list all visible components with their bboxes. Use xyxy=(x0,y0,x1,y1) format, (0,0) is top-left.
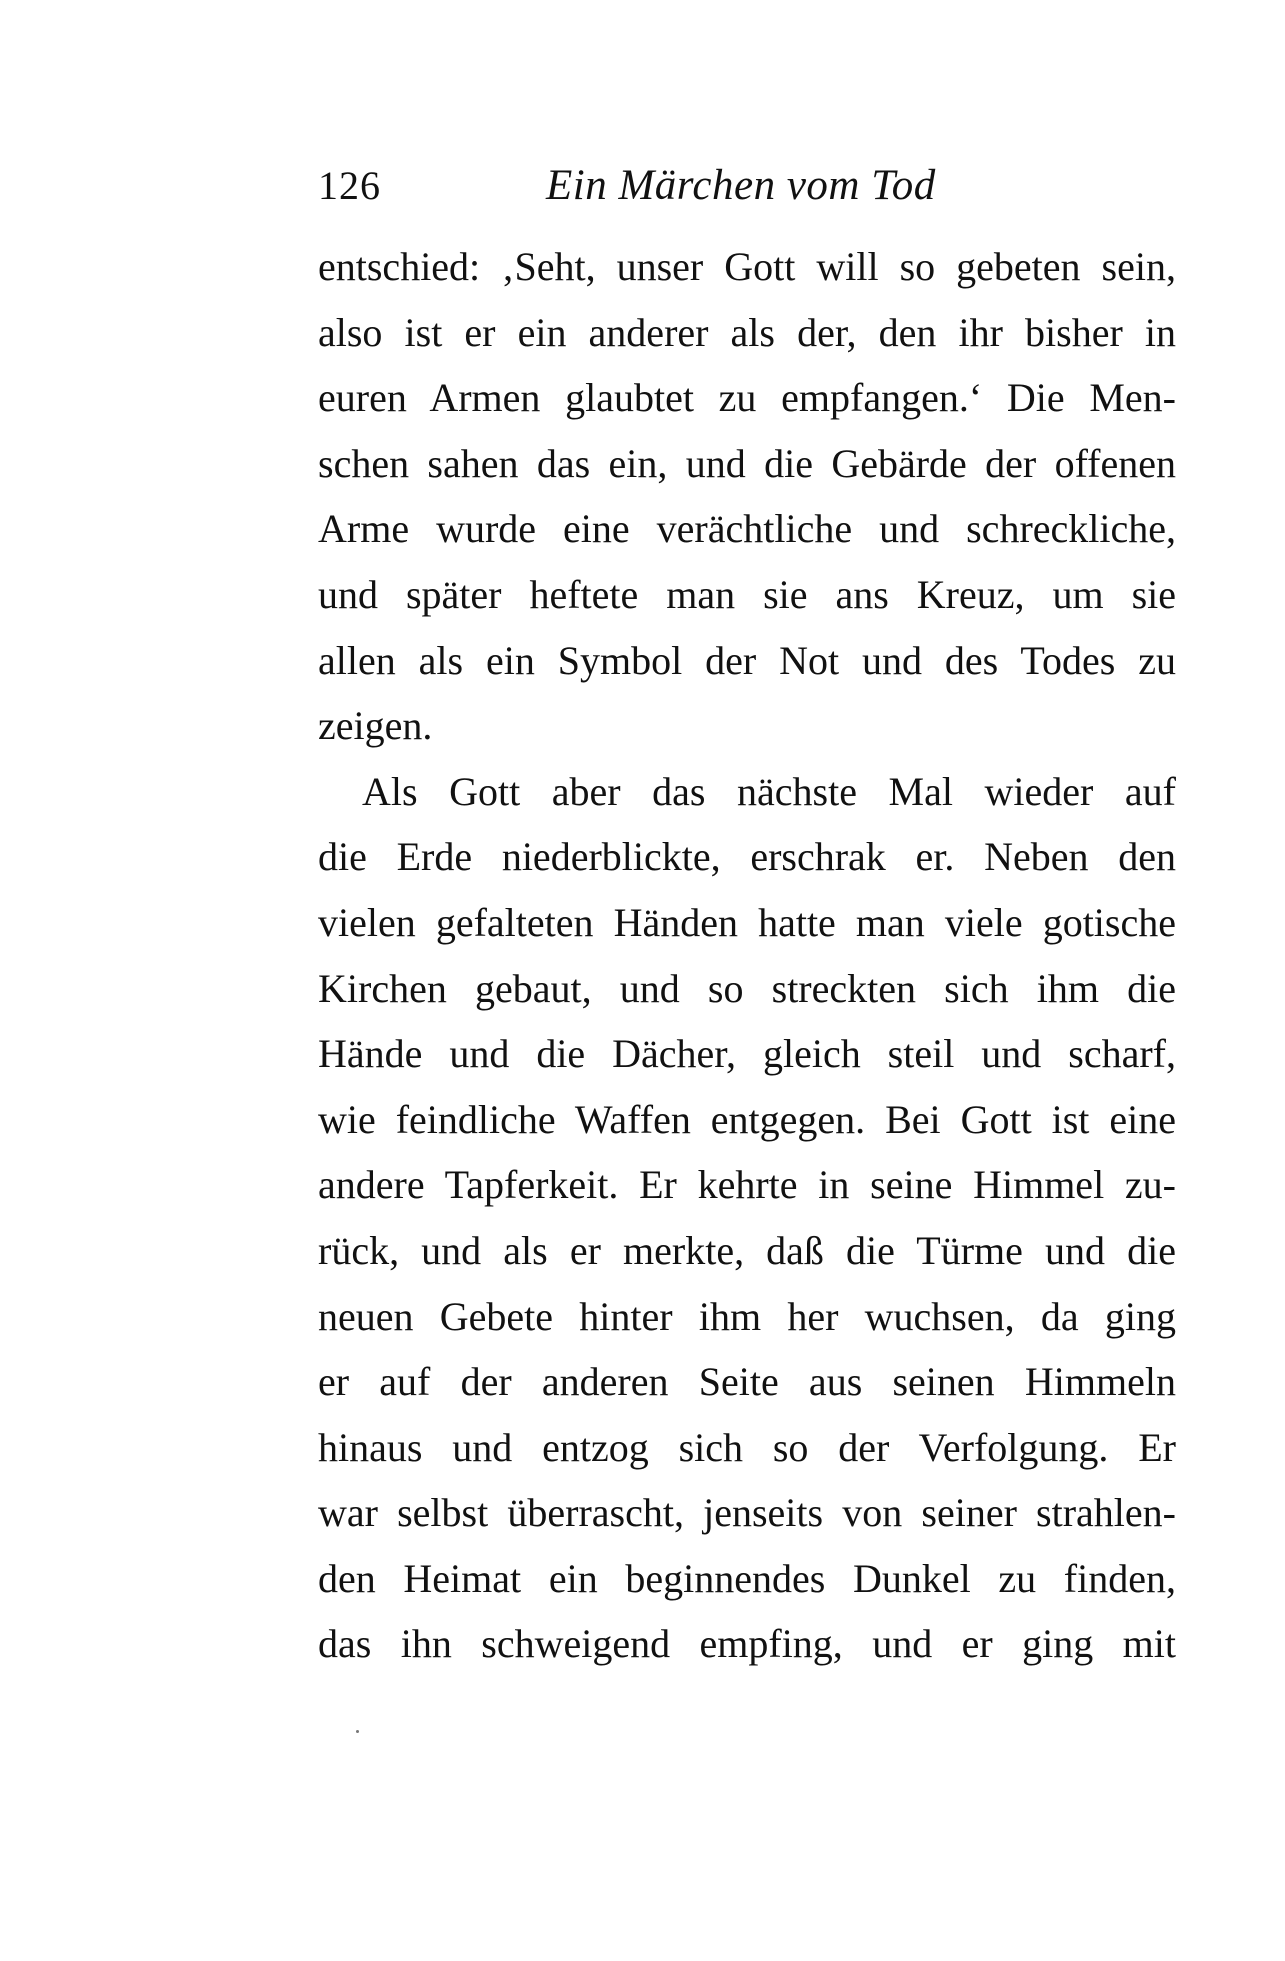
scan-speck xyxy=(356,1730,359,1733)
text-line: Hände und die Dächer, gleich steil und scharf, xyxy=(318,1031,1176,1077)
text-line: Kirchen gebaut, und so streckten sich ihm die xyxy=(318,965,1176,1011)
text-line: vielen gefalteten Händen hatte man viele gotische xyxy=(318,899,1176,945)
text-line: wie feindliche Waffen entgegen. Bei Gott ist eine xyxy=(318,1096,1176,1142)
text-line: schen sahen das ein, und die Gebärde der offenen xyxy=(318,440,1176,486)
text-line: war selbst überrascht, jenseits von seiner strahlen- xyxy=(318,1490,1176,1536)
body-text xyxy=(318,234,1176,1677)
text-line: Arme wurde eine verächtliche und schreckliche, xyxy=(318,506,1176,552)
text-line: also ist er ein anderer als der, den ihr bisher in xyxy=(318,309,1176,355)
text-line: andere Tapferkeit. Er kehrte in seine Himmel zu- xyxy=(318,1162,1176,1208)
running-head xyxy=(318,158,1178,218)
text-line: die Erde niederblickte, erschrak er. Neben den xyxy=(318,834,1176,880)
text-line: rück, und als er merkte, daß die Türme und die xyxy=(318,1227,1176,1273)
text-line: das ihn schweigend empfing, und er ging mit xyxy=(318,1621,1176,1667)
text-line: euren Armen glaubtet zu empfangen.‘ Die Men- xyxy=(318,375,1176,421)
text-line: hinaus und entzog sich so der Verfolgung. Er xyxy=(318,1424,1176,1470)
running-title: Ein Märchen vom Tod xyxy=(546,162,936,209)
text-line: neuen Gebete hinter ihm her wuchsen, da ging xyxy=(318,1293,1176,1339)
text-line: den Heimat ein beginnendes Dunkel zu finden, xyxy=(318,1555,1176,1601)
text-line: Als Gott aber das nächste Mal wieder auf xyxy=(362,768,1176,814)
text-line: entschied: ‚Seht, unser Gott will so gebeten sein, xyxy=(318,244,1176,289)
text-line: allen als ein Symbol der Not und des Todes zu xyxy=(318,637,1176,683)
page-number: 126 xyxy=(318,163,381,208)
text-line: zeigen. xyxy=(318,703,433,749)
text-line: und später heftete man sie ans Kreuz, um sie xyxy=(318,571,1176,617)
text-line: er auf der anderen Seite aus seinen Himmeln xyxy=(318,1359,1176,1405)
